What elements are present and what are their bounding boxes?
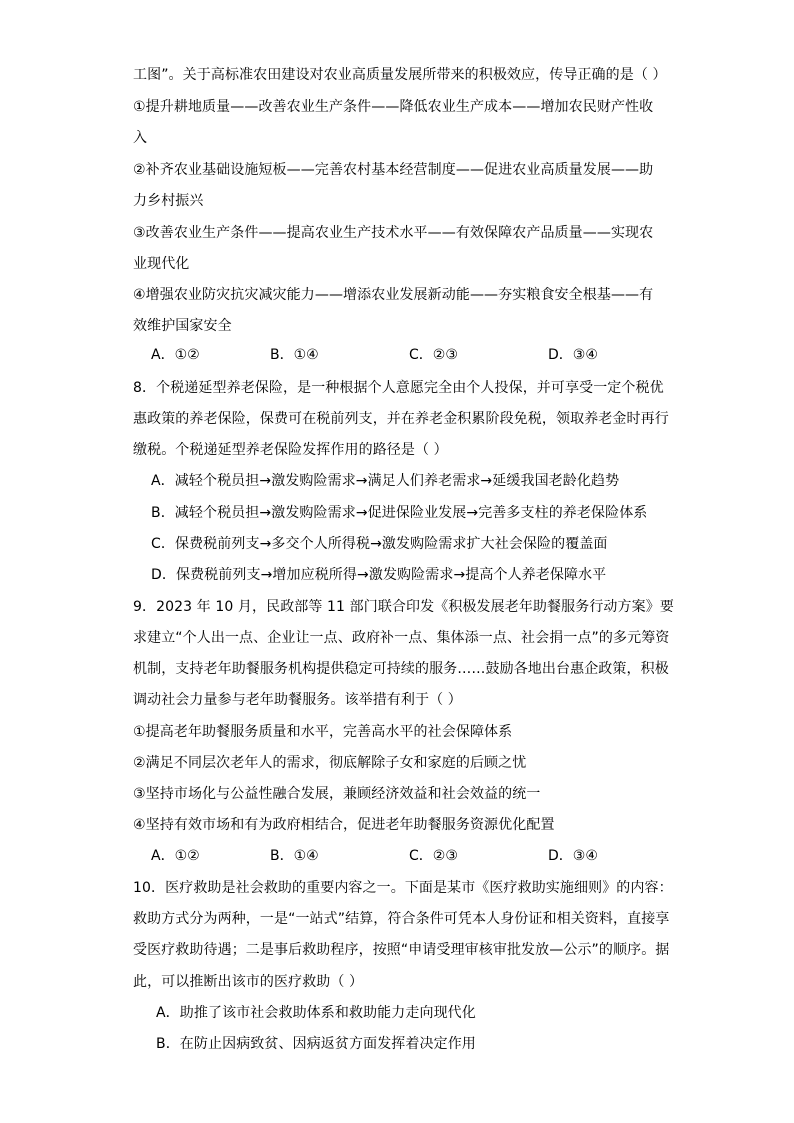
q7-option-c[interactable]: C．②③ bbox=[409, 347, 458, 363]
q7-option-d[interactable]: D．③④ bbox=[548, 347, 598, 363]
q9-stem-line-2: 求建立“个人出一点、企业让一点、政府补一点、集体添一点、社会捐一点”的多元筹资 bbox=[133, 630, 670, 646]
q7-option-b[interactable]: B．①④ bbox=[270, 347, 319, 363]
q9-options bbox=[151, 846, 671, 866]
q7-statement-4-cont: 效维护国家安全 bbox=[133, 318, 232, 334]
q7-option-a[interactable]: A．①② bbox=[151, 347, 200, 363]
q7-stem-tail: 工图”。关于高标准农田建设对农业高质量发展所带来的积极效应，传导正确的是（ ） bbox=[133, 67, 667, 83]
q7-statement-3: ③改善农业生产条件——提高农业生产技术水平——有效保障农产品质量——实现农 bbox=[133, 225, 654, 241]
q8-stem-line-1: 8．个税递延型养老保险，是一种根据个人意愿完全由个人投保，并可享受一定个税优 bbox=[133, 380, 664, 396]
q8-option-c[interactable]: C．保费税前列支→多交个人所得税→激发购险需求扩大社会保险的覆盖面 bbox=[151, 536, 608, 552]
q10-stem-line-3: 受医疗救助待遇；二是事后救助程序，按照“申请受理审核审批发放—公示”的顺序。据 bbox=[133, 942, 670, 958]
q7-statement-1: ①提升耕地质量——改善农业生产条件——降低农业生产成本——增加农民财产性收 bbox=[133, 99, 654, 115]
q8-option-d[interactable]: D．保费税前列支→增加应税所得→激发购险需求→提高个人养老保障水平 bbox=[151, 567, 607, 583]
q7-statement-1-cont: 入 bbox=[133, 130, 148, 146]
q10-stem-line-1: 10．医疗救助是社会救助的重要内容之一。下面是某市《医疗救助实施细则》的内容： bbox=[133, 880, 673, 896]
q10-option-b[interactable]: B．在防止因病致贫、因病返贫方面发挥着决定作用 bbox=[156, 1036, 476, 1052]
q7-statement-2-cont: 力乡村振兴 bbox=[133, 193, 204, 209]
q10-stem-line-2: 救助方式分为两种，一是“一站式”结算，符合条件可凭本人身份证和相关资料，直接享 bbox=[133, 911, 670, 927]
q9-statement-4: ④坚持有效市场和有为政府相结合，促进老年助餐服务资源优化配置 bbox=[133, 817, 555, 833]
q9-stem-line-3: 机制，支持老年助餐服务机构提供稳定可持续的服务……鼓励各地出台惠企政策，积极 bbox=[133, 661, 669, 677]
q7-statement-4: ④增强农业防灾抗灾减灾能力——增添农业发展新动能——夯实粮食安全根基——有 bbox=[133, 287, 654, 303]
q10-option-a[interactable]: A．助推了该市社会救助体系和救助能力走向现代化 bbox=[156, 1005, 476, 1021]
q9-option-c[interactable]: C．②③ bbox=[409, 848, 458, 864]
q9-option-a[interactable]: A．①② bbox=[151, 848, 200, 864]
q9-statement-3: ③坚持市场化与公益性融合发展，兼顾经济效益和社会效益的统一 bbox=[133, 786, 541, 802]
q9-option-b[interactable]: B．①④ bbox=[270, 848, 319, 864]
q10-stem-line-4: 此，可以推断出该市的医疗救助（ ） bbox=[133, 974, 364, 990]
q9-option-d[interactable]: D．③④ bbox=[548, 848, 598, 864]
q9-stem-line-4: 调动社会力量参与老年助餐服务。该举措有利于（ ） bbox=[133, 692, 462, 708]
q8-stem-line-2: 惠政策的养老保险，保费可在税前列支，并在养老金积累阶段免税，领取养老金时再行 bbox=[133, 411, 669, 427]
q7-options bbox=[151, 345, 671, 365]
q8-option-b[interactable]: B．减轻个税员担→激发购险需求→促进保险业发展→完善多支柱的养老保险体系 bbox=[151, 505, 648, 521]
q9-statement-2: ②满足不同层次老年人的需求，彻底解除子女和家庭的后顾之忧 bbox=[133, 755, 527, 771]
q8-stem-line-3: 缴税。个税递延型养老保险发挥作用的路径是（ ） bbox=[133, 442, 448, 458]
q7-statement-2: ②补齐农业基础设施短板——完善农村基本经营制度——促进农业高质量发展——助 bbox=[133, 162, 654, 178]
q8-option-a[interactable]: A．减轻个税员担→激发购险需求→满足人们养老需求→延缓我国老龄化趋势 bbox=[151, 473, 620, 489]
q9-stem-line-1: 9．2023 年 10 月，民政部等 11 部门联合印发《积极发展老年助餐服务行动方案》要 bbox=[133, 599, 674, 615]
q9-statement-1: ①提高老年助餐服务质量和水平，完善高水平的社会保障体系 bbox=[133, 724, 513, 740]
q7-statement-3-cont: 业现代化 bbox=[133, 256, 190, 272]
